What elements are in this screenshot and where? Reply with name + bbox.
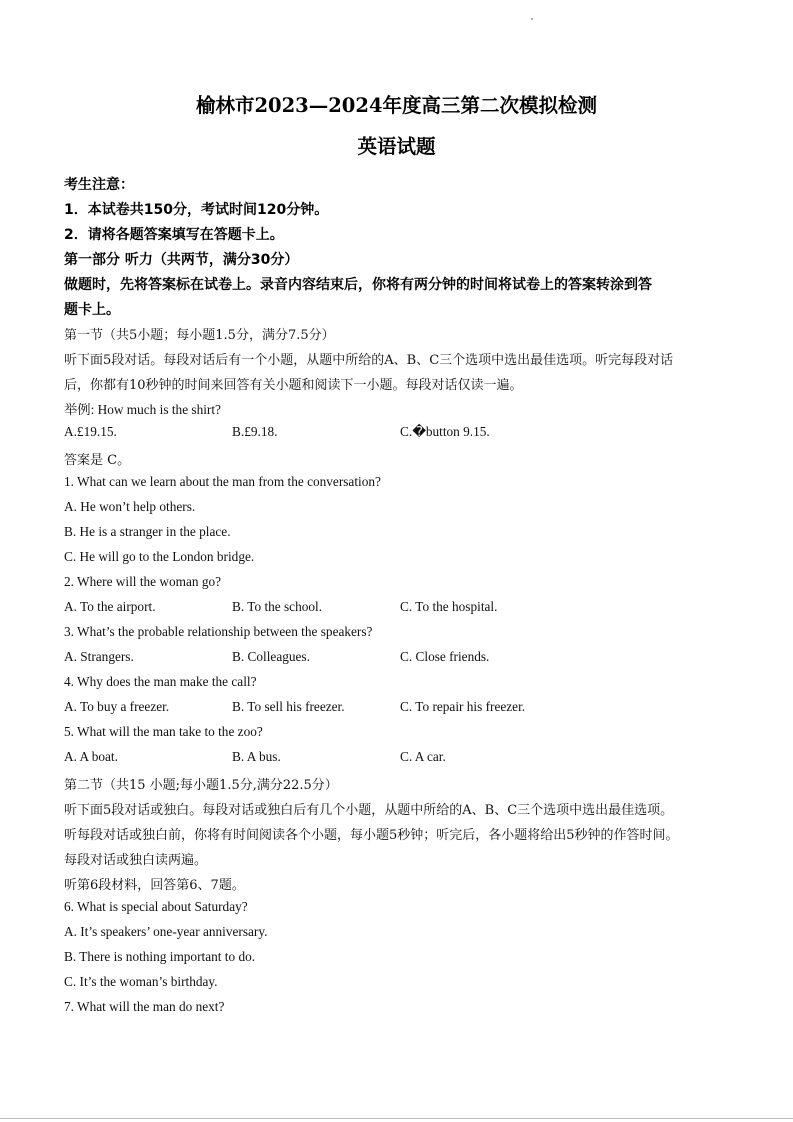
q1-option-a: A. He won’t help others. [64, 499, 196, 514]
q3-option-c: C. Close friends. [400, 649, 490, 664]
question-6: 6. What is special about Saturday? [64, 899, 248, 914]
example-answer: 答案是 C。 [64, 453, 131, 468]
q2-option-c: C. To the hospital. [400, 599, 498, 614]
part1-instruction-line2: 题卡上。 [64, 302, 120, 318]
section2-instruction-line3: 每段对话或独白读两遍。 [64, 853, 208, 868]
page-title: 榆林市2023—2024年度高三第二次模拟检测 [195, 94, 598, 117]
section2-heading: 第二节（共15 小题;每小题1.5分,满分22.5分） [64, 778, 338, 793]
q5-option-a: A. A boat. [64, 749, 118, 764]
q3-option-b: B. Colleagues. [232, 649, 310, 664]
page-subtitle: 英语试题 [357, 135, 436, 158]
q5-option-b: B. A bus. [232, 749, 281, 764]
question-3: 3. What’s the probable relationship between the speakers? [64, 624, 373, 639]
q4-option-c: C. To repair his freezer. [400, 699, 526, 714]
page-bottom-rule [0, 1118, 793, 1119]
question-5: 5. What will the man take to the zoo? [64, 724, 263, 739]
section2-instruction-line2: 听每段对话或独白前，你将有时间阅读各个小题，每小题5秒钟；听完后，各小题将给出5秒钟的作答时间。 [64, 828, 679, 843]
section2-instruction-line1: 听下面5段对话或独白。每段对话或独白后有几个小题，从题中所给的A、B、C三个选项中选出最佳选项。 [64, 803, 674, 818]
question-7: 7. What will the man do next? [64, 999, 225, 1014]
section1-heading: 第一节（共5小题；每小题1.5分，满分7.5分） [64, 328, 335, 343]
part1-heading: 第一部分 听力（共两节，满分30分） [64, 252, 299, 268]
q6-option-a: A. It’s speakers’ one-year anniversary. [64, 924, 268, 939]
notice-item-2: 2．请将各题答案填写在答题卡上。 [64, 227, 284, 243]
notice-heading: 考生注意： [64, 177, 134, 193]
q2-option-a: A. To the airport. [64, 599, 156, 614]
q5-option-c: C. A car. [400, 749, 446, 764]
q6-option-b: B. There is nothing important to do. [64, 949, 256, 964]
question-4: 4. Why does the man make the call? [64, 674, 257, 689]
q3-option-a: A. Strangers. [64, 649, 134, 664]
scan-mark [531, 18, 533, 20]
q1-option-c: C. He will go to the London bridge. [64, 549, 255, 564]
example-option-b: B.£9.18. [232, 424, 278, 439]
section1-instruction-line2: 后，你都有10秒钟的时间来回答有关小题和阅读下一小题。每段对话仅读一遍。 [64, 378, 523, 393]
example-question: 举例: How much is the shirt? [64, 402, 221, 417]
q2-option-b: B. To the school. [232, 599, 323, 614]
material-6-intro: 听第6段材料，回答第6、7题。 [64, 878, 245, 893]
q4-option-b: B. To sell his freezer. [232, 699, 345, 714]
q1-option-b: B. He is a stranger in the place. [64, 524, 231, 539]
q6-option-c: C. It’s the woman’s birthday. [64, 974, 218, 989]
example-option-c: C.�button 9.15. [400, 424, 490, 439]
part1-instruction-line1: 做题时，先将答案标在试卷上。录音内容结束后，你将有两分钟的时间将试卷上的答案转涂到答 [64, 277, 652, 293]
q4-option-a: A. To buy a freezer. [64, 699, 170, 714]
section1-instruction-line1: 听下面5段对话。每段对话后有一个小题，从题中所给的A、B、C三个选项中选出最佳选项。听完每段对话 [64, 353, 674, 368]
question-2: 2. Where will the woman go? [64, 574, 222, 589]
notice-item-1: 1．本试卷共150分，考试时间120分钟。 [64, 202, 329, 218]
question-1: 1. What can we learn about the man from the conversation? [64, 474, 381, 489]
example-option-a: A.£19.15. [64, 424, 117, 439]
